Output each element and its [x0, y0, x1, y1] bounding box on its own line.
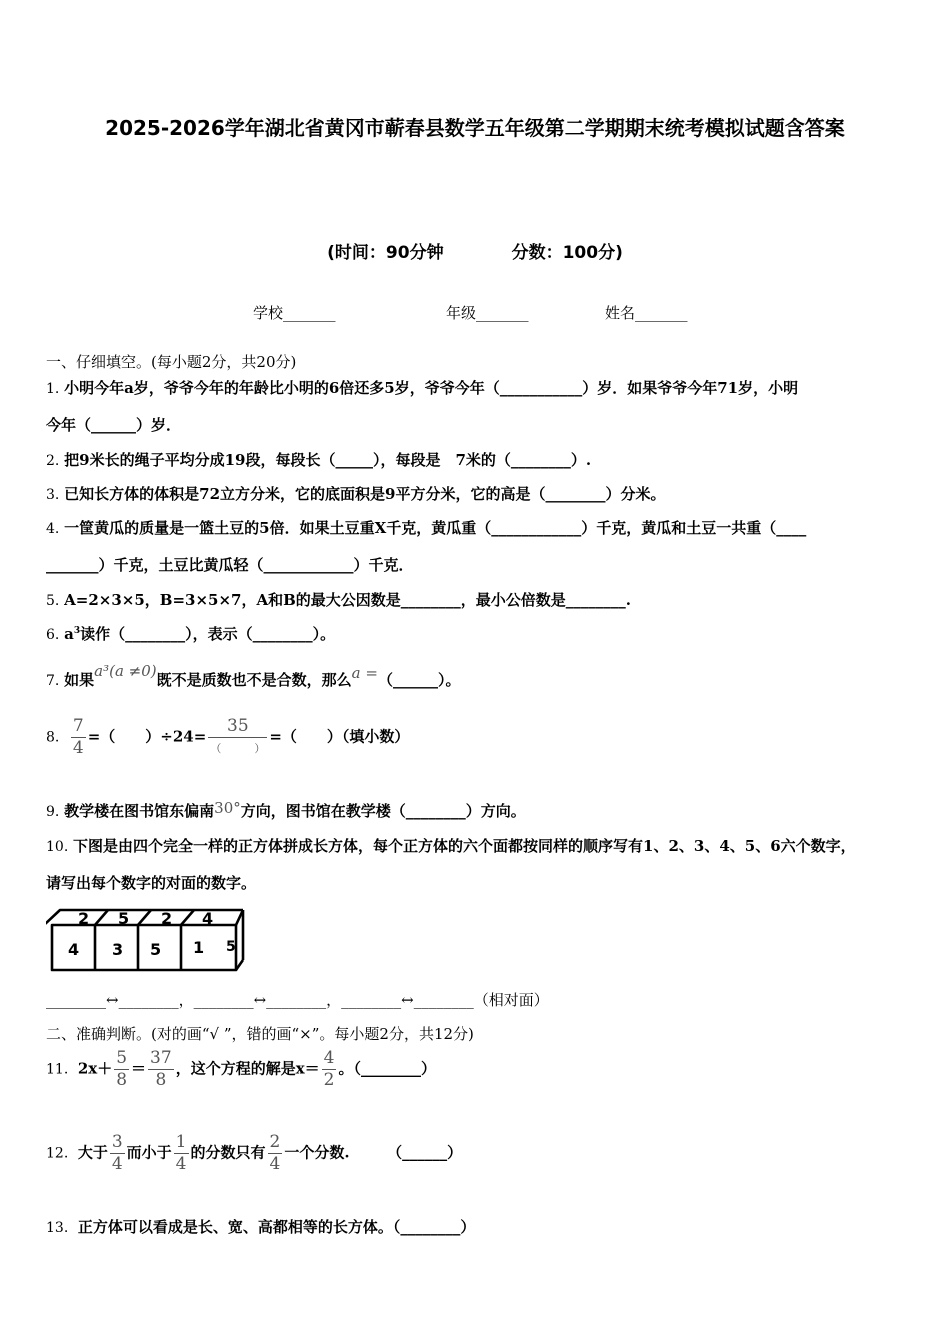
question-11	[46, 1048, 436, 1091]
fraction-denominator: 8	[155, 1070, 167, 1090]
question-number: 7.	[46, 673, 60, 689]
question-text: 一筐黄瓜的质量是一篮土豆的5倍．如果土豆重X千克，黄瓜重（____________）千克，黄瓜和土豆一共重（____	[64, 519, 807, 537]
question-number: 2.	[46, 453, 60, 469]
exam-subtitle	[0, 238, 950, 263]
question-text: ＝	[131, 1059, 147, 1078]
cube-figure	[46, 905, 246, 977]
question-text: 2x＋	[77, 1059, 113, 1078]
fraction	[71, 716, 86, 759]
question-text: 小明今年a岁，爷爷今年的年龄比小明的6倍还多5岁，爷爷今年（___________）岁．如果爷爷今年71岁，小明	[64, 379, 799, 397]
cuboid-front-face	[52, 925, 236, 970]
top-digit: 2	[161, 909, 173, 928]
cube-top-divider	[95, 910, 108, 925]
fraction	[174, 1132, 189, 1175]
question-number: 9.	[46, 804, 60, 820]
angle-value: 30°	[214, 799, 241, 817]
fraction	[268, 1132, 283, 1175]
section2-heading: 二、准确判断。(对的画“√ ”，错的画“×”。每小题2分，共12分)	[46, 1025, 474, 1043]
exam-time: (时间：90分钟	[327, 243, 444, 263]
question-number: 10.	[46, 839, 69, 855]
question-text: 读作（________），表示（________）。	[80, 625, 336, 643]
question-9	[46, 800, 526, 821]
fraction-denominator: 2	[323, 1070, 335, 1090]
question-text: 教学楼在图书馆东偏南	[64, 802, 215, 820]
question-text: 方向，图书馆在教学楼（________）方向。	[240, 802, 526, 820]
power-exponent: 3	[73, 626, 81, 636]
question-text: 已知长方体的体积是72立方分米，它的底面积是9平方分米，它的高是（________）分米。	[64, 485, 666, 503]
fraction	[148, 1048, 174, 1091]
question-text: 的分数只有	[190, 1143, 266, 1162]
question-5	[46, 589, 631, 610]
front-digit: 5	[150, 940, 162, 959]
question-text: ，这个方程的解是x＝	[175, 1059, 320, 1078]
question-text: =（ ）÷24=	[87, 727, 207, 746]
question-text: 一个分数. （______）	[284, 1143, 463, 1162]
exam-score: 分数：100分)	[511, 243, 623, 263]
fraction	[322, 1048, 337, 1091]
side-digit: 5	[226, 939, 236, 955]
question-8	[46, 716, 409, 759]
question-10-continued: 请写出每个数字的对面的数字。	[46, 874, 257, 892]
page-title: 2025-2026学年湖北省黄冈市蕲春县数学五年级第二学期期末统考模拟试题含答案	[105, 116, 845, 140]
fraction-denominator: （ ）	[210, 742, 266, 755]
question-number: 6.	[46, 627, 60, 643]
question-4	[46, 517, 806, 538]
question-number: 12.	[46, 1145, 69, 1162]
question-text: 如果	[64, 671, 95, 689]
question-7	[46, 662, 461, 690]
fraction	[208, 716, 267, 759]
fraction-numerator: 3	[111, 1132, 123, 1152]
fraction	[110, 1132, 125, 1175]
top-digit: 2	[78, 909, 90, 928]
top-digit: 4	[202, 909, 214, 928]
question-4-continued: _______）千克，土豆比黄瓜轻（____________）千克．	[46, 556, 414, 574]
question-number: 1.	[46, 381, 60, 397]
question-text: 。（________）	[338, 1059, 436, 1078]
question-10-answer: ________↔________，________↔________，________↔________（相对面）	[46, 991, 549, 1009]
fraction-numerator: 37	[150, 1048, 172, 1068]
fraction-numerator: 7	[72, 716, 84, 736]
cube-top-divider	[181, 910, 194, 925]
question-number: 4.	[46, 521, 60, 537]
cube-top-divider	[138, 910, 151, 925]
question-number: 11.	[46, 1061, 69, 1078]
question-1-continued: 今年（______）岁．	[46, 416, 182, 434]
question-number: 13.	[46, 1220, 69, 1236]
fraction-numerator: 35	[208, 716, 267, 738]
fraction-denominator: 4	[72, 738, 84, 758]
fraction-denominator: 8	[116, 1070, 128, 1090]
fraction-numerator: 1	[175, 1132, 187, 1152]
question-13	[46, 1216, 475, 1237]
question-text: =（ ）（填小数）	[269, 727, 410, 746]
math-expression: a =	[351, 664, 378, 682]
front-digit: 4	[68, 940, 80, 959]
question-1	[46, 377, 798, 398]
section1-heading: 一、仔细填空。(每小题2分，共20分)	[46, 353, 297, 371]
question-6	[46, 623, 335, 644]
question-12	[46, 1132, 462, 1175]
question-text: 下图是由四个完全一样的正方体拼成长方体，每个正方体的六个面都按同样的顺序写有1、2、3、4、5、6六个数字，	[73, 837, 856, 855]
fraction	[114, 1048, 129, 1091]
question-number: 8.	[46, 729, 60, 746]
question-number: 3.	[46, 487, 60, 503]
question-text: （______）。	[377, 671, 461, 689]
question-3	[46, 483, 665, 504]
question-text: 把9米长的绳子平均分成19段，每段长（_____），每段是 7米的（________）.	[64, 451, 592, 469]
fraction-numerator: 4	[323, 1048, 335, 1068]
fraction-denominator: 4	[111, 1154, 123, 1174]
top-digit: 5	[118, 909, 130, 928]
fraction-numerator: 2	[269, 1132, 281, 1152]
question-text: 正方体可以看成是长、宽、高都相等的长方体。（________）	[77, 1218, 476, 1236]
front-digit: 3	[112, 940, 124, 959]
math-expression: a³(a ≠0)	[94, 662, 157, 680]
power-base: a	[64, 625, 74, 643]
question-text: 既不是质数也不是合数，那么	[156, 671, 352, 689]
question-text: 大于	[77, 1143, 108, 1162]
school-field: 学校_______	[253, 304, 336, 322]
grade-field: 年级_______	[446, 304, 529, 322]
question-text: 而小于	[126, 1143, 172, 1162]
fraction-denominator: 4	[269, 1154, 281, 1174]
fraction-numerator: 5	[116, 1048, 128, 1068]
question-10	[46, 835, 856, 856]
question-text: A=2×3×5，B=3×5×7，A和B的最大公因数是________，最小公倍数是________.	[64, 591, 632, 609]
question-2	[46, 449, 591, 470]
fraction-denominator: 4	[175, 1154, 187, 1174]
question-number: 5.	[46, 593, 60, 609]
name-field: 姓名_______	[605, 304, 688, 322]
front-digit: 1	[193, 938, 205, 957]
